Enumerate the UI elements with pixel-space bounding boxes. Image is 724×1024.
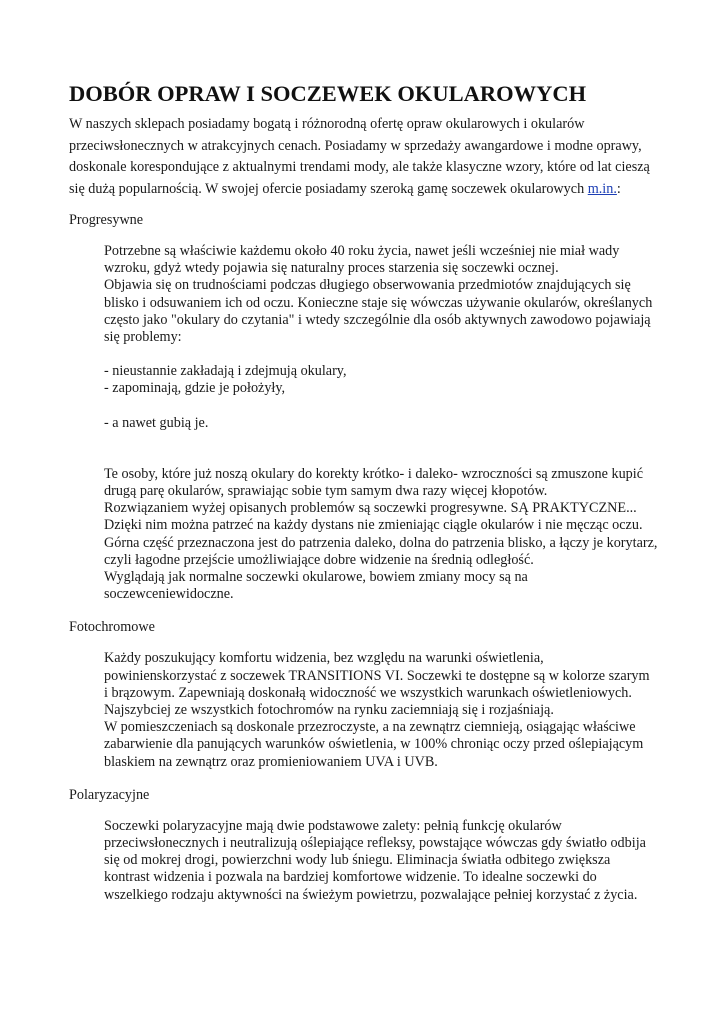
list-item: - zapominają, gdzie je położyły,	[104, 380, 286, 397]
paragraph: W pomieszczeniach są doskonale przezroczyste, a na zewnątrz ciemnieją, osiągając właściwe zabarwienie dla panujących warunków oświetlenia, w 100% chroniąc oczy przed oślepiającym blaskiem na zewnątrz oraz promieniowaniem UVA i UVB.	[104, 719, 644, 770]
list-item: - a nawet gubią je.	[104, 414, 209, 431]
paragraph: Każdy poszukujący komfortu widzenia, bez względu na warunki oświetlenia, powinienskorzystać z soczewek TRANSITIONS VI. Soczewki te dostępne są w kolorze szarym	[104, 650, 650, 684]
section-body-fotochromowe	[104, 650, 659, 770]
document-page	[69, 80, 659, 919]
paragraph: Rozwiązaniem wyżej opisanych problemów są soczewki progresywne. SĄ PRAKTYCZNE...	[104, 500, 637, 517]
list-item: - nieustannie zakładają i zdejmują okulary,	[104, 363, 347, 380]
paragraph: Potrzebne są właściwie każdemu około 40 roku życia, nawet jeśli wcześniej nie miał wady wzroku, gdyż wtedy pojawia się naturalny proces starzenia się soczewki ocznej.	[104, 243, 620, 277]
section-title-fotochromowe: Fotochromowe	[69, 619, 155, 636]
section-body-polaryzacyjne	[104, 818, 659, 904]
intro-text: W naszych sklepach posiadamy bogatą i różnorodną ofertę opraw okularowych i okularów przeciwsłonecznych w atrakcyjnych cenach. Posiadamy w sprzedaży awangardowe i modne oprawy, doskonale korespondujące z aktualnymi trendami mody, ale także klasyczne wzory, które od lat cieszą się dużą popularnością. W swojej ofercie posiadamy szeroką gamę soczewek okularowych	[69, 116, 650, 197]
paragraph: Wyglądają jak normalne soczewki okularowe, bowiem zmiany mocy są na soczewceniewidoczne.	[104, 569, 528, 603]
intro-suffix: :	[616, 180, 621, 197]
page-title: DOBÓR OPRAW I SOCZEWEK OKULAROWYCH	[69, 81, 587, 106]
paragraph: Te osoby, które już noszą okulary do korekty krótko- i daleko- wzroczności są zmuszone kupić drugą parę okularów, sprawiając sobie tym samym dwa razy więcej kłopotów.	[104, 465, 644, 500]
section-title-progresywne: Progresywne	[69, 212, 144, 228]
paragraph: Objawia się on trudnościami podczas długiego obserwowania przedmiotów znajdujących się blisko i odsuwaniem ich od oczu. Konieczne staje się wówczas używanie okularów, określanych często jako "okulary do czytania" i wtedy szczególnie dla osób aktywnych zawodowo pojawiają się problemy:	[104, 277, 653, 346]
paragraph: Soczewki polaryzacyjne mają dwie podstawowe zalety: pełnią funkcję okularów przeciwsłonecznych i neutralizują oślepiające refleksy, powstające wówczas gdy światło odbija się od mokrej drogi, powierzchni wody lub śniegu. Eliminacja światła odbitego zwiększa kontrast widzenia i pozwala na bardziej komfortowe widzenie. To idealne soczewki do wszelkiego rodzaju aktywności na świeżym powietrzu, pozwalające pełniej korzystać z życia.	[104, 817, 646, 903]
section-body-progresywne	[104, 243, 659, 603]
paragraph: Najszybciej ze wszystkich fotochromów na rynku zaciemniają się i rozjaśniają.	[104, 702, 554, 719]
paragraph: i brązowym. Zapewniają doskonałą widoczność we wszystkich warunkach oświetleniowych.	[104, 684, 632, 701]
intro-link[interactable]: m.in.	[587, 180, 617, 197]
section-title-polaryzacyjne: Polaryzacyjne	[69, 786, 150, 803]
paragraph: Dzięki nim można patrzeć na każdy dystans nie zmieniając ciągle okularów i nie męcząc oczu. Górna część przeznaczona jest do patrzenia daleko, dolna do patrzenia blisko, a łączy je korytarz, czyli łagodne przejście umożliwiające dobre widzenie na średnią odległość.	[104, 517, 658, 568]
intro-paragraph	[69, 114, 659, 200]
